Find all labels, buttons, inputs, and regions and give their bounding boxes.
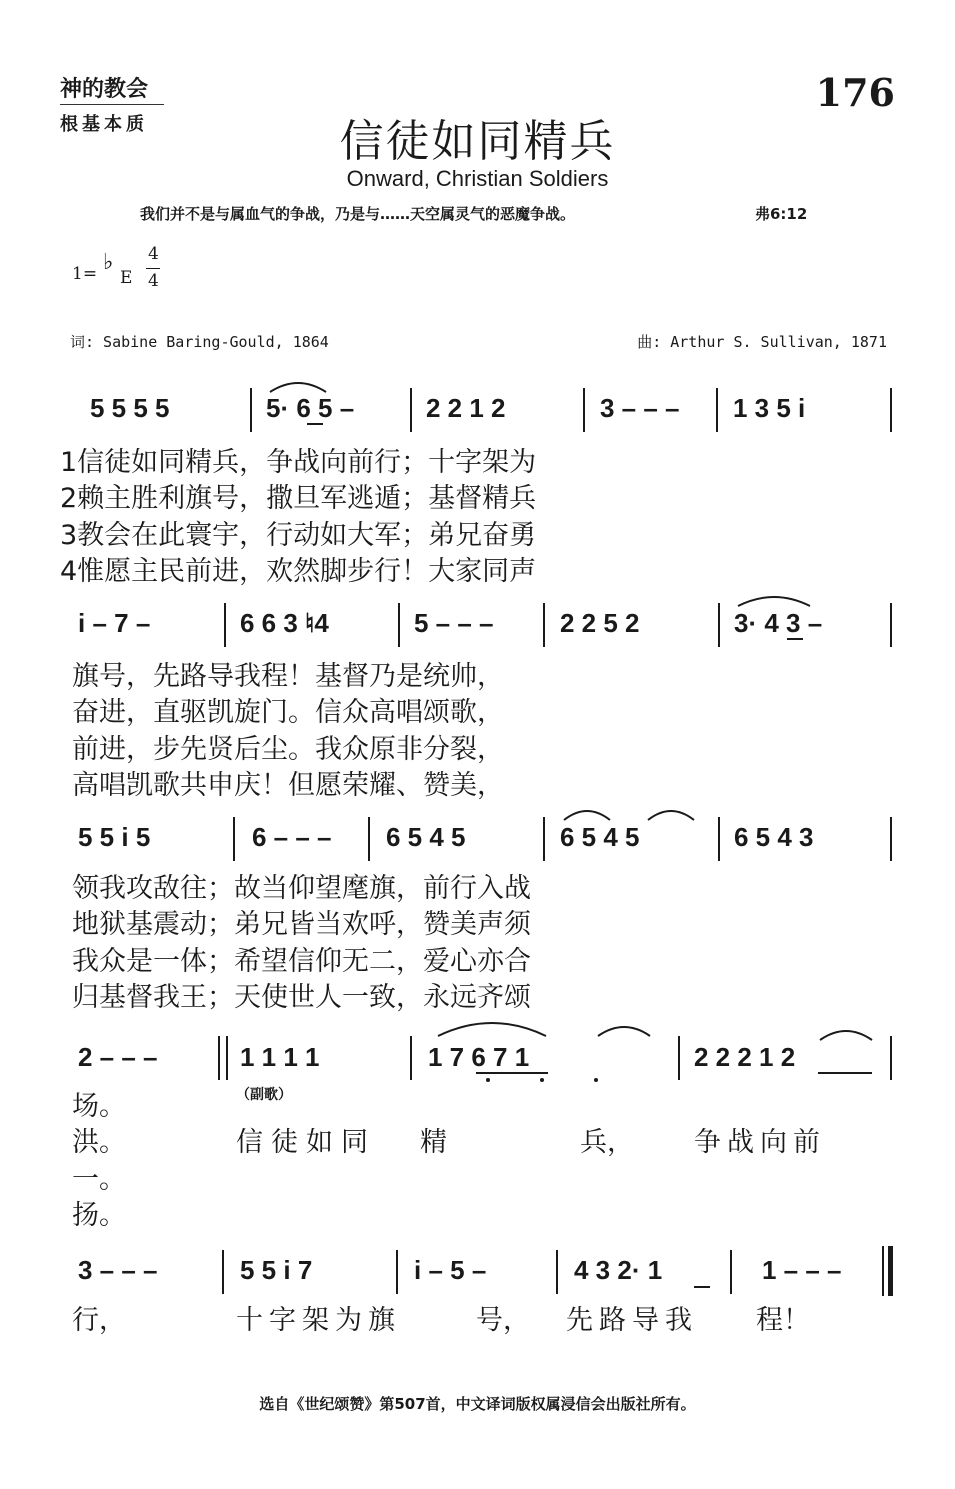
- barline: [678, 1036, 680, 1080]
- measure-18-notes: 1 7 6 7 1: [428, 1042, 530, 1072]
- barline: [222, 1250, 224, 1294]
- barline: [233, 817, 235, 861]
- lyric-line-3: 我众是一体；希望信仰无二，爱心亦合: [72, 946, 531, 977]
- copyright-note: 选自《世纪颂赞》第507首，中文译词版权属浸信会出版社所有。: [259, 1395, 696, 1413]
- barline: [890, 1036, 892, 1080]
- barline: [890, 603, 892, 647]
- measure-2-notes: 5· 6 5 –: [266, 393, 355, 423]
- composer-credit: 曲: Arthur S. Sullivan, 1871: [637, 333, 887, 351]
- lyric-line-1-d: 先路导我: [566, 1305, 698, 1336]
- lyric-line-4: 4惟愿主民前进，欢然脚步行！大家同声: [60, 556, 537, 587]
- refrain-lyric-1: 信徒如同: [236, 1127, 376, 1158]
- measure-10-notes: 3· 4 3 –: [734, 608, 823, 638]
- key-prefix: 1=: [72, 264, 98, 284]
- hymn-title: 信徒如同精兵: [339, 116, 616, 167]
- low-octave-dot: [486, 1078, 490, 1082]
- barline: [368, 817, 370, 861]
- measure-23-notes: 4 3 2· 1: [574, 1255, 663, 1285]
- measure-1-notes: 5 5 5 5: [90, 393, 170, 423]
- lyric-line-1: 1信徒如同精兵，争战向前行；十字架为: [60, 447, 537, 478]
- time-signature-top: 4: [148, 244, 159, 264]
- measure-16-notes: 2 – – –: [78, 1042, 158, 1072]
- underline: [694, 1286, 710, 1288]
- measure-3-notes: 2 2 1 2: [426, 393, 506, 423]
- barline: [250, 388, 252, 432]
- barline: [730, 1250, 732, 1294]
- measure-6-notes: i – 7 –: [78, 608, 151, 638]
- double-barline: [218, 1036, 220, 1080]
- section-subtitle: 根基本质: [60, 114, 148, 135]
- lyric-line-1: 旗号，先路导我程！基督乃是统帅，: [72, 661, 504, 692]
- barline: [224, 603, 226, 647]
- measure-7-notes: 6 6 3 ♮4: [240, 608, 329, 638]
- measure-15-notes: 6 5 4 3: [734, 822, 814, 852]
- measure-4-notes: 3 – – –: [600, 393, 680, 423]
- measure-11-notes: 5 5 i 5: [78, 822, 151, 852]
- slur: [268, 378, 328, 394]
- underline: [476, 1072, 548, 1074]
- barline: [543, 603, 545, 647]
- lyric-line-1: 场。: [72, 1091, 126, 1122]
- lyric-line-4: 高唱凯歌共申庆！但愿荣耀、赞美，: [72, 770, 504, 801]
- scripture-text: 我们并不是与属血气的争战，乃是与……天空属灵气的恶魔争战。: [140, 205, 576, 223]
- lyric-line-1-b: 十字架为旗: [236, 1305, 401, 1336]
- lyric-line-1-e: 程！: [756, 1305, 810, 1336]
- barline: [396, 1250, 398, 1294]
- measure-22-notes: i – 5 –: [414, 1255, 487, 1285]
- measure-21-notes: 5 5 i 7: [240, 1255, 313, 1285]
- hymn-number: 176: [815, 70, 895, 115]
- lyric-line-2: 洪。: [72, 1127, 126, 1158]
- barline: [716, 388, 718, 432]
- barline: [718, 603, 720, 647]
- slur: [562, 806, 612, 822]
- final-barline-thick: [888, 1246, 893, 1296]
- key-note: E: [120, 268, 133, 288]
- slur: [818, 1026, 874, 1042]
- double-barline: [226, 1036, 228, 1080]
- barline: [543, 817, 545, 861]
- lyric-line-4: 扬。: [72, 1200, 126, 1231]
- measure-13-notes: 6 5 4 5: [386, 822, 466, 852]
- refrain-lyric-4: 争战向前: [694, 1127, 826, 1158]
- slur: [646, 806, 696, 822]
- barline: [583, 388, 585, 432]
- lyric-line-3: 3教会在此寰宇，行动如大军；弟兄奋勇: [60, 520, 537, 551]
- hymn-english-title: Onward, Christian Soldiers: [346, 166, 609, 191]
- low-octave-dot: [540, 1078, 544, 1082]
- underline: [307, 423, 323, 425]
- section-title: 神的教会: [60, 76, 149, 102]
- slur: [596, 1022, 652, 1038]
- time-signature-line: [146, 268, 160, 269]
- measure-8-notes: 5 – – –: [414, 608, 494, 638]
- barline: [556, 1250, 558, 1294]
- lyric-line-1: 行，: [72, 1305, 126, 1336]
- lyric-line-2: 地狱基震动；弟兄皆当欢呼，赞美声须: [72, 909, 531, 940]
- lyric-line-4: 归基督我王；天使世人一致，永远齐颂: [72, 982, 531, 1013]
- slur: [736, 592, 812, 608]
- lyric-line-1-c: 号，: [476, 1305, 530, 1336]
- slur: [436, 1018, 548, 1038]
- barline: [410, 388, 412, 432]
- barline: [398, 603, 400, 647]
- lyric-line-2: 奋进，直驱凯旋门。信众高唱颂歌，: [72, 697, 504, 728]
- lyric-line-3: 前进，步先贤后尘。我众原非分裂，: [72, 734, 504, 765]
- measure-19-notes: 2 2 2 1 2: [694, 1042, 796, 1072]
- underline: [787, 638, 803, 640]
- lyric-line-2: 2赖主胜利旗号，撒旦军逃遁；基督精兵: [60, 483, 537, 514]
- refrain-lyric-3: 兵，: [580, 1127, 634, 1158]
- final-barline: [882, 1246, 884, 1296]
- flat-sign: ♭: [103, 250, 114, 275]
- measure-9-notes: 2 2 5 2: [560, 608, 640, 638]
- refrain-lyric-2: 精: [420, 1127, 447, 1158]
- measure-17-notes: 1 1 1 1: [240, 1042, 320, 1072]
- barline: [890, 388, 892, 432]
- measure-14-notes: 6 5 4 5: [560, 822, 640, 852]
- scripture-reference: 弗6:12: [755, 205, 808, 223]
- measure-20-notes: 3 – – –: [78, 1255, 158, 1285]
- measure-12-notes: 6 – – –: [252, 822, 332, 852]
- lyricist-credit: 词: Sabine Baring-Gould, 1864: [70, 333, 329, 351]
- barline: [890, 817, 892, 861]
- low-octave-dot: [594, 1078, 598, 1082]
- measure-24-notes: 1 – – –: [762, 1255, 842, 1285]
- refrain-label: （副歌）: [236, 1087, 292, 1103]
- measure-5-notes: 1 3 5 i: [733, 393, 806, 423]
- barline: [410, 1036, 412, 1080]
- underline: [818, 1072, 872, 1074]
- time-signature-bottom: 4: [148, 271, 159, 291]
- lyric-line-3: 一。: [72, 1164, 126, 1195]
- barline: [718, 817, 720, 861]
- lyric-line-1: 领我攻敌往；故当仰望麾旗，前行入战: [72, 873, 531, 904]
